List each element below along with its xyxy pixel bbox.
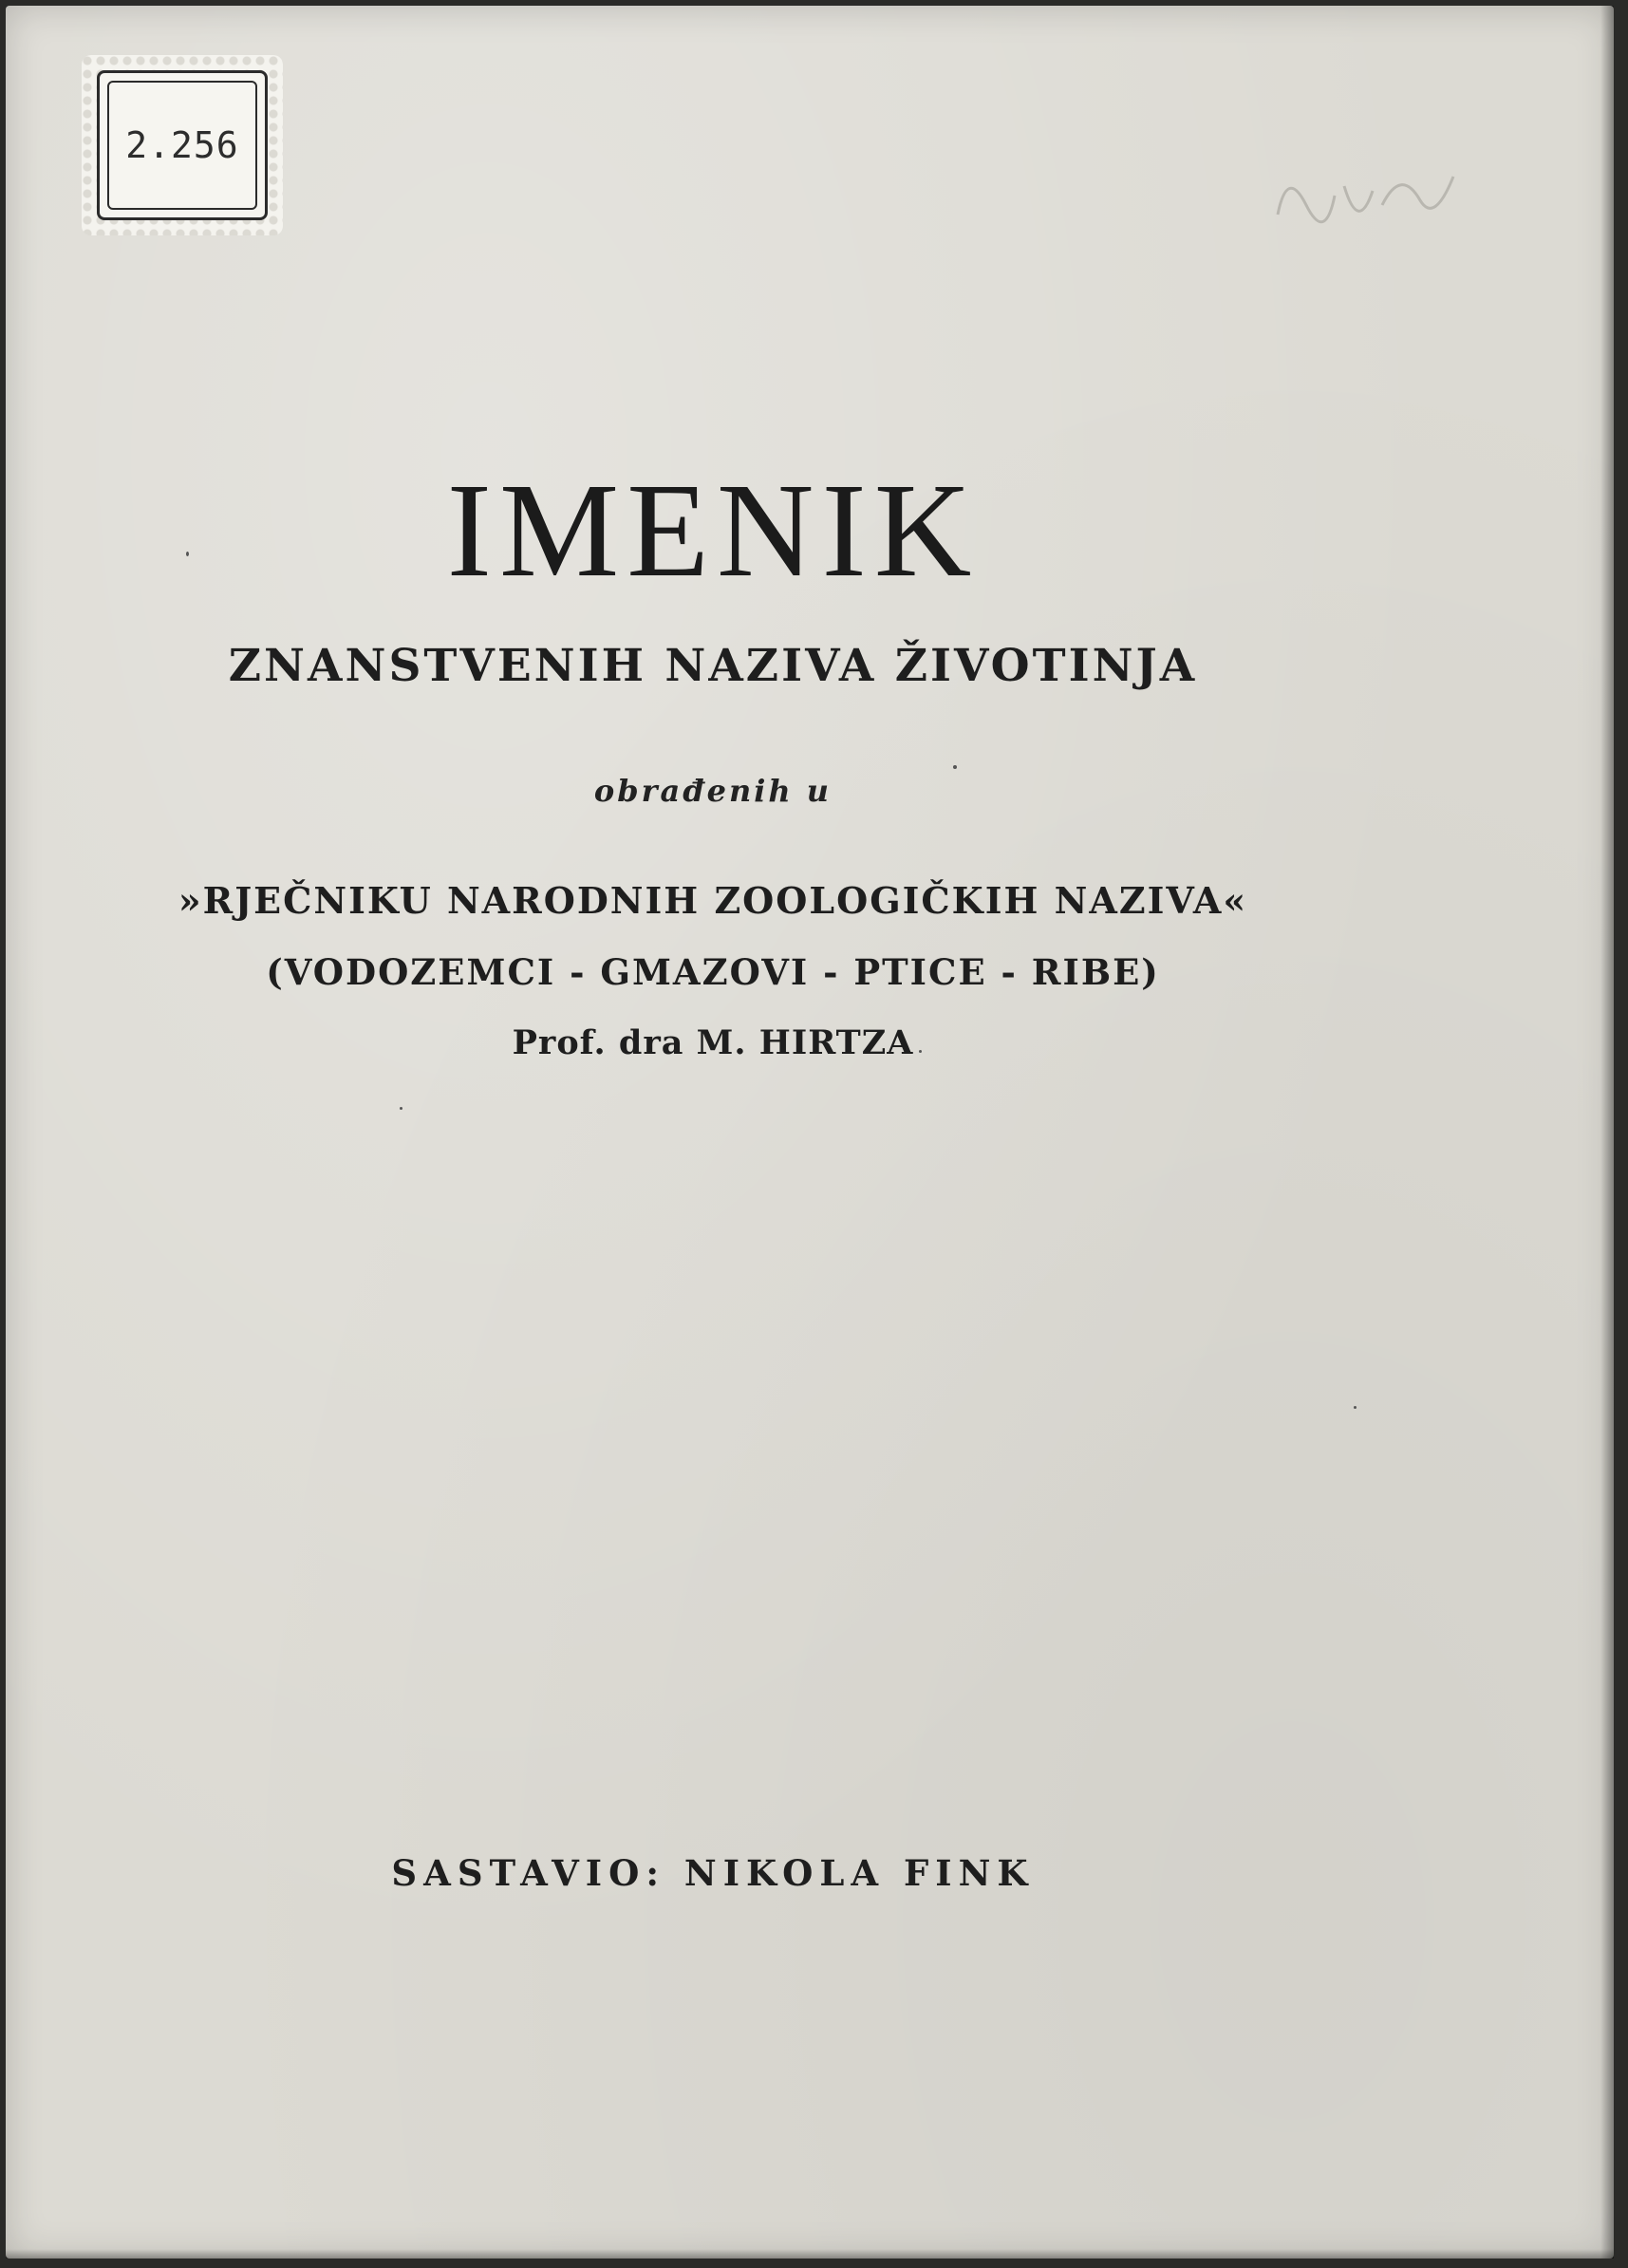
library-call-number: 2.256 <box>125 124 239 166</box>
cover-subtitle: ZNANSTVENIH NAZIVA ŽIVOTINJA <box>228 640 1198 692</box>
cover-rjecnik-line: »RJEČNIKU NARODNIH ZOOLOGIČKIH NAZIVA« <box>178 879 1248 922</box>
cover-text <box>6 6 1614 2259</box>
paper-speck <box>953 765 957 769</box>
paper-speck <box>1354 1406 1357 1409</box>
cover-title: IMENIK <box>446 455 980 605</box>
cover-groups-line: (VODOZEMCI - GMAZOVI - PTICE - RIBE) <box>266 951 1160 993</box>
cover-author: SASTAVIO: NIKOLA FINK <box>391 1852 1035 1894</box>
cover-professor-line: Prof. dra M. HIRTZA <box>512 1023 914 1062</box>
paper-speck <box>186 552 189 556</box>
paper-speck <box>400 1107 402 1110</box>
paper-speck <box>919 1050 922 1053</box>
cover-obradjenih: obrađenih u <box>593 773 833 809</box>
book-cover <box>6 6 1614 2259</box>
